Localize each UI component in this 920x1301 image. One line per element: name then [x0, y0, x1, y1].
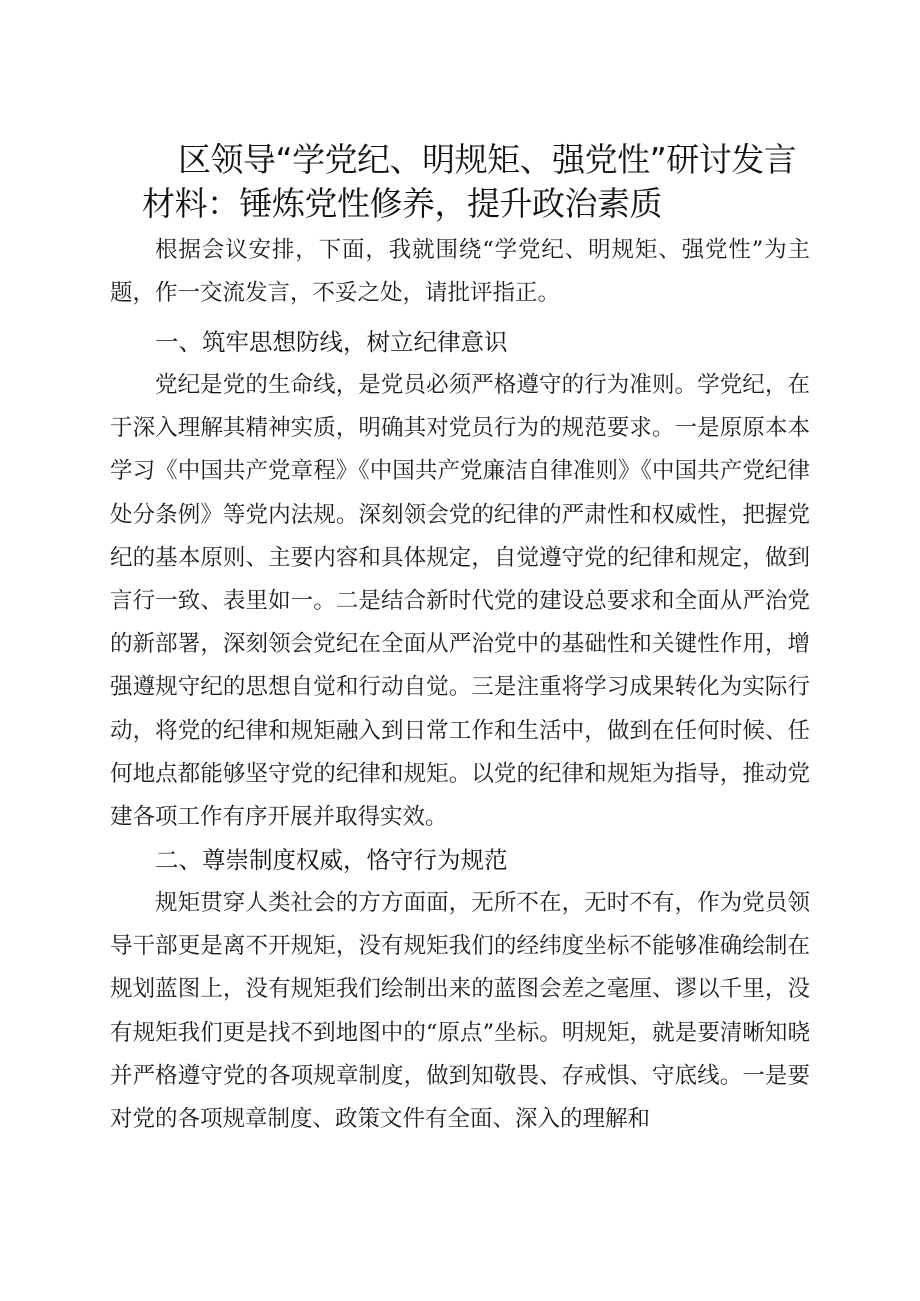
- intro-paragraph: 根据会议安排，下面，我就围绕“学党纪、明规矩、强党性”为主题，作一交流发言，不妥之处，请批评指正。: [110, 237, 810, 307]
- section-heading-1: 一、筑牢思想防线，树立纪律意识: [155, 328, 508, 356]
- section-heading-2: 二、尊崇制度权威，恪守行为规范: [155, 846, 508, 874]
- section-body-2: 规矩贯穿人类社会的方方面面，无所不在，无时不有，作为党员领导干部更是离不开规矩，没有规矩我们的经纬度坐标不能够准确绘制在规划蓝图上，没有规矩我们绘制出来的蓝图会差之毫厘、谬以千里，没有规矩我们更是找不到地图中的“原点”坐标。明规矩，就是要清晰知晓并严格遵守党的各项规章制度，做到知敬畏、存戒惧、守底线。一是要对党的各项规章制度、政策文件有全面、深入的理解和: [110, 890, 810, 1133]
- section-body-1: 党纪是党的生命线，是党员必须严格遵守的行为准则。学党纪，在于深入理解其精神实质，明确其对党员行为的规范要求。一是原原本本学习《中国共产党章程》《中国共产党廉洁自律准则》《中国共产党纪律处分条例》等党内法规。深刻领会党的纪律的严肃性和权威性，把握党纪的基本原则、主要内容和具体规定，自觉遵守党的纪律和规定，做到言行一致、表里如一。二是结合新时代党的建设总要求和全面从严治党的新部署，深刻领会党纪在全面从严治党中的基础性和关键性作用，增强遵规守纪的思想自觉和行动自觉。三是注重将学习成果转化为实际行动，将党的纪律和规矩融入到日常工作和生活中，做到在任何时候、任何地点都能够坚守党的纪律和规矩。以党的纪律和规矩为指导，推动党建各项工作有序开展并取得实效。: [110, 372, 810, 831]
- document-title-line-2: 材料：锤炼党性修养，提升政治素质: [142, 184, 662, 223]
- document-title-line-1: 区领导“学党纪、明规矩、强党性”研讨发言: [178, 140, 797, 179]
